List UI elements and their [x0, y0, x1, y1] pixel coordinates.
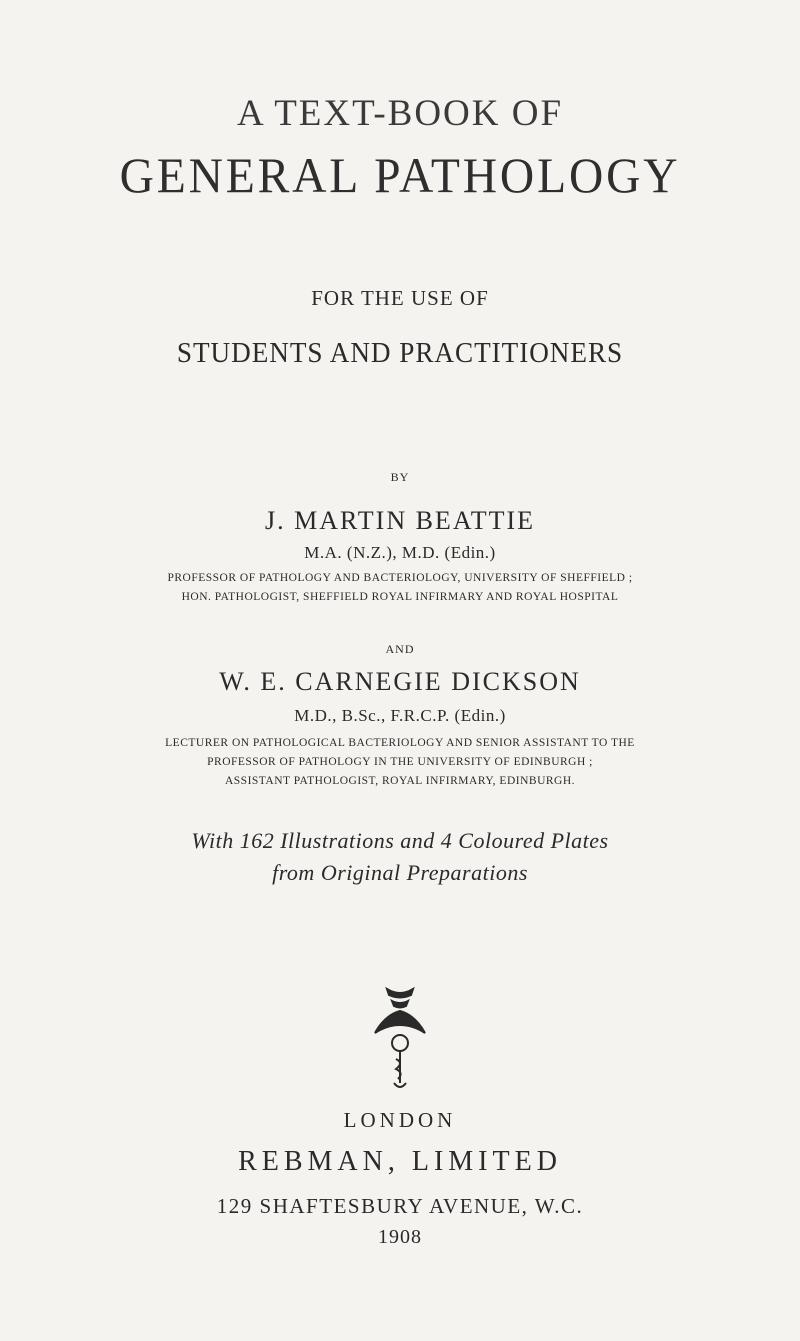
publisher-name: REBMAN, LIMITED	[238, 1146, 562, 1177]
publication-year: 1908	[378, 1226, 422, 1248]
and-label: AND	[385, 642, 415, 656]
publisher-address: 129 SHAFTESBURY AVENUE, W.C.	[216, 1194, 584, 1218]
publisher-city: LONDON	[343, 1108, 457, 1132]
publisher-emblem-icon	[365, 985, 435, 1095]
author-1-name: J. MARTIN BEATTIE	[264, 506, 536, 535]
author-1-position-line: PROFESSOR OF PATHOLOGY AND BACTERIOLOGY, UNIVERSITY OF SHEFFIELD ;	[167, 572, 633, 584]
author-2-name: W. E. CARNEGIE DICKSON	[219, 667, 581, 696]
by-label: BY	[390, 470, 410, 484]
author-1-position-line: HON. PATHOLOGIST, SHEFFIELD ROYAL INFIRMARY AND ROYAL HOSPITAL	[181, 591, 619, 603]
author-2-position-line: LECTURER ON PATHOLOGICAL BACTERIOLOGY AND SENIOR ASSISTANT TO THE	[165, 737, 635, 749]
title-line-1: A TEXT-BOOK OF	[236, 93, 564, 134]
author-2-position-line: ASSISTANT PATHOLOGIST, ROYAL INFIRMARY, EDINBURGH.	[224, 775, 576, 787]
author-2-position-line: PROFESSOR OF PATHOLOGY IN THE UNIVERSITY OF EDINBURGH ;	[207, 756, 593, 768]
title-line-3: FOR THE USE OF	[311, 286, 489, 310]
illustrations-note-line-2: from Original Preparations	[272, 860, 528, 885]
title-line-4: STUDENTS AND PRACTITIONERS	[176, 338, 624, 369]
author-1-degrees: M.A. (N.Z.), M.D. (Edin.)	[304, 543, 496, 562]
illustrations-note-line-1: With 162 Illustrations and 4 Coloured Plates	[191, 828, 609, 853]
book-title: GENERAL PATHOLOGY	[119, 147, 681, 203]
author-2-degrees: M.D., B.Sc., F.R.C.P. (Edin.)	[294, 706, 506, 725]
